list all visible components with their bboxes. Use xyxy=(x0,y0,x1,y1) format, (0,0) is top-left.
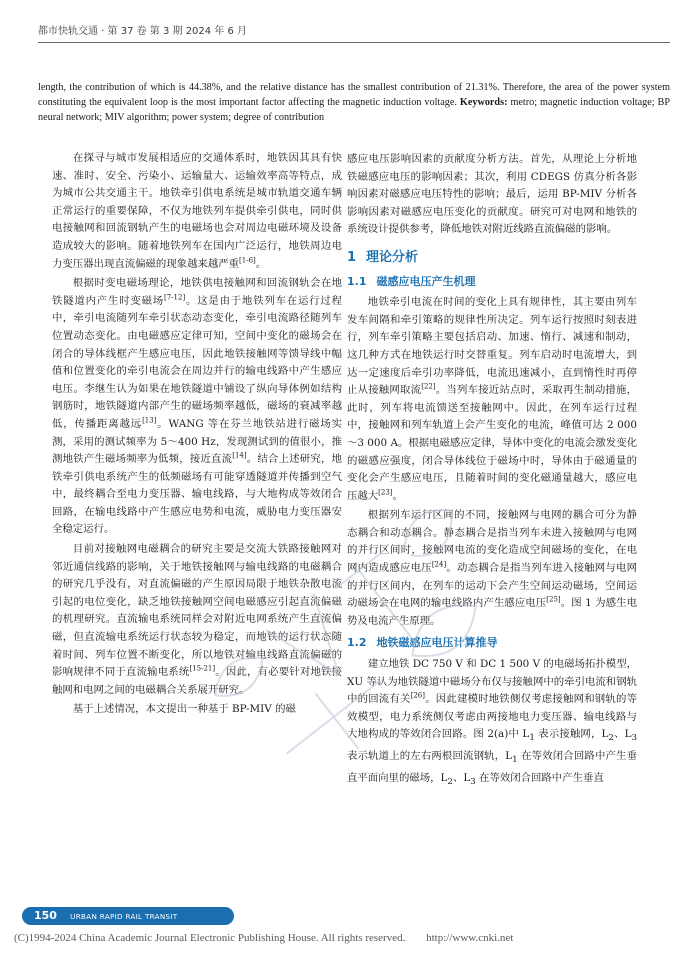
cnki-link[interactable]: http://www.cnki.net xyxy=(426,932,514,944)
intro-paragraph-1: 在探寻与城市发展相适应的交通体系时，地铁因其具有快速、准时、安全、污染小、运输量大、运输效率高等特点，成为城市公共交通主干。地铁牵引供电系统是城市轨道交通车辆正常运行的重要保障，不仅为地铁列车提供牵引供电，同时供电接触网和回流钢轨产生的电磁场也会对周边电磁环境及设备造成较大的影响。随着地铁列车在国内广泛运行，地铁周边电力变压器出现直流偏磁的现象越来越严重[1-6]。 xyxy=(52,152,342,270)
journal-name-en: URBAN RAPID RAIL TRANSIT xyxy=(70,912,178,921)
right-column xyxy=(347,151,637,791)
left-column xyxy=(52,150,342,719)
keywords-text: metro; magnetic induction voltage; BP neural network; MIV algorithm; power system; degree of contribution xyxy=(38,97,671,123)
mechanism-paragraph-1: 地铁牵引电流在时间的变化上具有规律性，其主要由列车发车间隔和牵引策略的规律性所决定。列车运行按照时刻表进行，列车牵引策略主要包括启动、加速、惰行、减速和制动，这几种方式在地铁运行时交替重复。列车启动时电流增大，到达一定速度后牵引功率降低，电流迅速减小，直到惰性时再停止从接触网取流[22]。当列车接近站点时，采取再生制动措施，此时，列车将电流馈送至接触网中。因此，在列车运行过程中，接触网和列车轨道上会产生变化的电流，峰值可达 2 000～3 000 A。根据电磁感应定律，导体中变化的电流会激发变化的磁感应强度，闭合导体线位于磁场中时，导体由于磁通量的变化会产生感应电压，且随着时间的变化磁通量越大，感应电压越大[23]。 xyxy=(347,296,638,502)
derivation-paragraph: 建立地铁 DC 750 V 和 DC 1 500 V 的电磁场拓扑模型，XU 等认为地铁隧道中磁场分布仅与接触网中的牵引电流和钢轨中的回流有关[26]。因此建模时地铁侧仅考虑接触网和钢轨的等效模型，电力系统侧仅考虑由两接地电力变压器、输电线路与大地构成的等效闭合回路。图 2(a)中 $L_1$ 表示接触网，$L_2$、$L_3$ 表示轨道上的左右两根回流钢轨，$L_1$ 在等效闭合回路中产生垂直平面向里的磁场，$L_2$、$L_3$ 在等效闭合回路中产生垂直 xyxy=(347,658,638,787)
citation: [15-21] xyxy=(189,664,216,673)
section-heading-1: 1 理论分析 xyxy=(347,249,419,265)
abstract-block xyxy=(38,80,670,125)
citation: [14] xyxy=(232,451,247,460)
header-divider xyxy=(38,42,670,43)
subsection-heading-1-1: 1.1 磁感应电压产生机理 xyxy=(347,274,476,288)
citation: [24] xyxy=(431,560,447,569)
mechanism-paragraph-2: 根据列车运行区间的不同，接触网与电网的耦合可分为静态耦合和动态耦合。静态耦合是指当列车未进入接触网与电网的并行区间时，接触网电流的变化造成空间磁场的变化，在电网内造成感应电压[24]。动态耦合是指当列车进入接触网与电网的并行区间内，在列车的运动下会产生空间运动磁场，空间运动磁场会在电网的输电线路内产生感应电压[25]。图 1 为感生电势及电流产生原理。 xyxy=(347,509,638,627)
copyright-line xyxy=(14,932,694,944)
citation: [23] xyxy=(378,488,393,497)
citation: [1-6] xyxy=(239,256,256,265)
copyright-text: (C)1994-2024 China Academic Journal Electronic Publishing House. All rights reserved. xyxy=(14,932,406,944)
citation: [13] xyxy=(142,416,157,425)
subsection-heading-1-2: 1.2 地铁磁感应电压计算推导 xyxy=(347,636,498,650)
footer-journal-badge xyxy=(22,907,234,925)
intro-paragraph-3: 目前对接触网电磁耦合的研究主要是交流大铁路接触网对邻近通信线路的影响，关于地铁接触网与输电线路的电磁耦合的研究几乎没有，对直流偏磁的产生原因局限于地铁杂散电流引起的电位变化，缺乏地铁接触网空间电磁感应引起直流偏磁的机理研究。直流输电系统同样会对附近电网系统产生直流偏磁，但直流输电系统运行状态较为稳定，而地铁的运行状态随着时间、列车位置不断变化，所以地铁对输电线路直流偏磁的影响规律不同于直流输电系统[15-21]。因此，有必要针对地铁接触网和电网之间的电磁耦合关系展开研究。 xyxy=(52,543,343,696)
abstract-text: length, the contribution of which is 44.38%, and the relative distance has the smallest contribution of 21.31%. Therefore, the area of the power system constituting the equivalent loop is the most important factor affecting the magnetic induction voltage. xyxy=(38,82,670,108)
intro-paragraph-4: 基于上述情况，本文提出一种基于 BP-MIV 的磁 xyxy=(72,703,296,716)
citation: [26] xyxy=(410,691,425,700)
page-number: 150 xyxy=(34,909,57,922)
citation: [25] xyxy=(546,595,561,604)
intro-paragraph-2: 根据时变电磁场理论，地铁供电接触网和回流钢轨会在地铁隧道内产生时变磁场[7-12]。这是由于地铁列车在运行过程中，牵引电流随列车牵引状态动态变化，牵引电流路径随列车位置动态变化。由电磁感应定律可知，空间中变化的磁场会在闭合的导体线框产生感应电压，因此地铁接触网等馈导线中幅值和位置变化的牵引电流会在周边并行的输电线路中产生感应电压。李继生认为如果在地铁隧道中铺设了纵向导体例如结构钢筋时，地铁隧道内部产生的磁场频率越低，磁场的衰减率越低，传播距离越远[13]。WANG 等在芬兰地铁站进行磁场实测，采用的测试频率为 5～400 Hz，发现测试到的值很小，推测地铁产生磁场频率为低频，接近直流[14]。结合上述研究，地铁牵引供电系统产生的低频磁场有可能穿透隧道并传播到空气中，最终耦合至电力变压器、输电线路，与大地构成等效闭合回路，在输电线路中产生感应电势和电流，威胁电力变压器安全稳定运行。 xyxy=(52,277,343,536)
citation: [7-12] xyxy=(164,293,186,302)
intro-paragraph-continued: 感应电压影响因素的贡献度分析方法。首先，从理论上分析地铁磁感应电压的影响因素；其次，利用 CDEGS 仿真分析各影响因素对磁感应电压特性的影响；最后，运用 BP-MIV 分析各影响因素对磁感应电压变化的贡献度。研究可对电网和地铁的系统设计提供参考，降低地铁对附近线路直流偏磁的影响。 xyxy=(347,153,637,236)
running-header: 都市快轨交通 · 第 37 卷 第 3 期 2024 年 6 月 xyxy=(38,26,248,37)
citation: [22] xyxy=(421,382,436,391)
keywords-label: Keywords: xyxy=(459,97,508,108)
